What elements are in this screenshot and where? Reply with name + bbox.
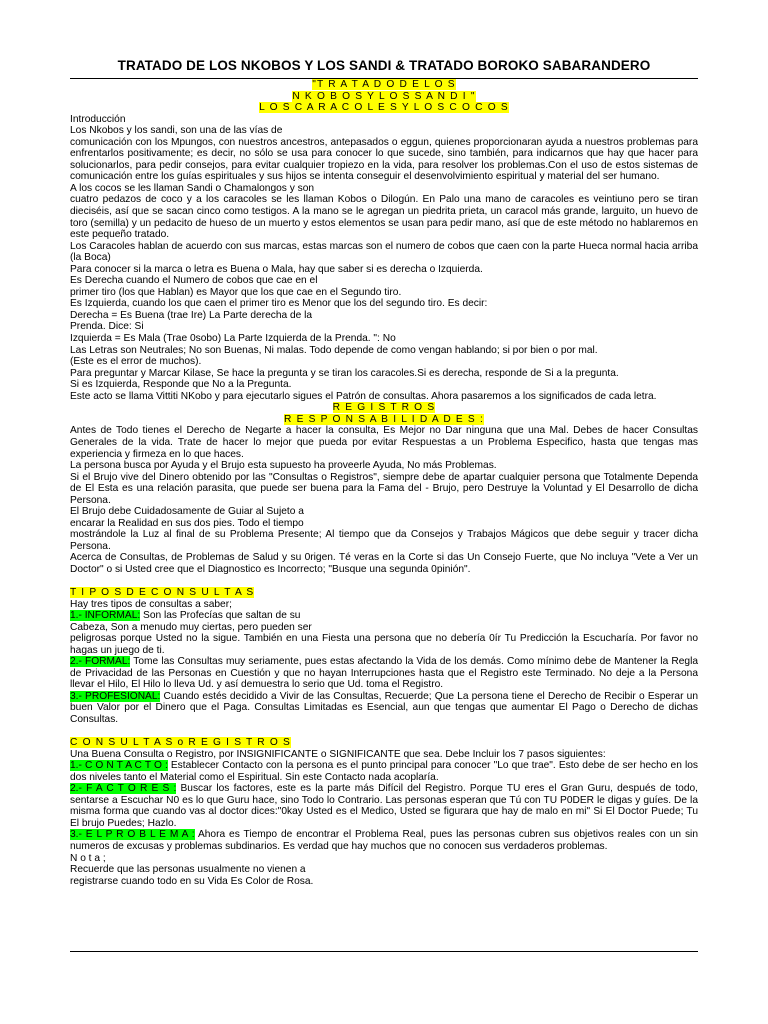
intro-paragraph: Es Derecha cuando el Numero de cobos que cae en el	[70, 275, 318, 287]
paso-factores-text: Buscar los factores, este es la parte más Difícil del Registro. Porque TU eres el Gran Guru, después de todo, sentarse a Escuchar N0 es lo que Guru hace, sino Todo lo Contrario. Las personas esperan que Tú con TU P0DER le digas y guíes. De la misma forma que cuando vas al doctor dices:"0kay Usted es el Medico, Usted se figurara que hay de malo en mi" Si El Doctor Puede; Tu El brujo Puedes; Hazlo.	[70, 783, 698, 829]
registros-paragraph: Antes de Todo tienes el Derecho de Negarte a hacer la consulta, Es Mejor no Dar ninguna que una Mal. Debes de hacer Consultas Generales de la vida. Trate de hacer lo mejor que pueda por evitar Respuestas a un Problema Especifico, hasta que tengas mas experiencia y firmeza en lo que haces.	[70, 425, 698, 460]
paso-contacto	[70, 760, 698, 783]
document-title: TRATADO DE LOS NKOBOS Y LOS SANDI & TRATADO BOROKO SABARANDERO	[117, 58, 651, 73]
registros-paragraph: mostrándole la Luz al final de su Problema Presente; Al tiempo que da Consejos y Trabajos Mágicos que debe seguir y tracer dicha Persona.	[70, 529, 698, 552]
consultas-intro: Una Buena Consulta o Registro, por INSIGNIFICANTE o SIGNIFICANTE que sea. Debe Incluir los 7 pasos siguientes:	[70, 748, 606, 760]
registros-paragraph: encarar la Realidad en sus dos pies. Todo el tiempo	[70, 517, 304, 529]
consultas-heading	[70, 737, 698, 749]
tipos-intro: Hay tres tipos de consultas a saber;	[70, 598, 232, 610]
nota-line: registrarse cuando todo en su Vida Es Color de Rosa.	[70, 875, 314, 887]
tipo-informal-line: peligrosas porque Usted no la sigue. También en una Fiesta una persona que no debería 0ír Tu Predicción la Escucharía. Por favor no hagas un juego de ti.	[70, 633, 698, 656]
registros-heading-line-2: R E S P O N S A B I L I D A D E S :	[284, 413, 484, 425]
paso-contacto-text: Establecer Contacto con la persona es el punto principal para conocer "Lo que trae". Esto debe de ser hecho en los dos niveles tanto el Material como el Espiritual. Sin este Contacto nada acoplaría.	[70, 760, 698, 783]
intro-paragraph: comunicación con los Mpungos, con nuestros ancestros, antepasados o eggun, quienes proporcionaran ayuda a nuestros problemas para enfrentarlos positivamente; es decir, no sólo se usa para conocer lo que sucede, sino también, para indicarnos que hay que hacer para solucionarlos, para pedir consejos, para evitar cualquier tropiezo en la vida, para resolver los problemas.Con el uso de estos sistemas de comunicación entre los guías espirituales y sus hijos se intenta conseguir el desenvolvimiento espiritual y material del ser humano.	[70, 136, 698, 183]
section-gap	[70, 576, 698, 588]
tipo-informal	[70, 610, 698, 622]
nota-label: N o t a ;	[70, 852, 106, 864]
registros-heading	[70, 402, 698, 425]
nota-line: Recuerde que las personas usualmente no vienen a	[70, 864, 306, 876]
paso-factores	[70, 783, 698, 829]
intro-paragraph: Para preguntar y Marcar Kilase, Se hace la pregunta y se tiran los caracoles.Si es derecha, responde de Si a la pregunta.	[70, 367, 619, 379]
document-body	[70, 79, 698, 887]
tipos-heading	[70, 587, 698, 599]
tipo-formal-label: 2.- FORMAL:	[70, 656, 131, 668]
registros-heading-line-1: R E G I S T R O S	[332, 402, 436, 414]
intro-paragraph: cuatro pedazos de coco y a los caracoles se les llaman Kobos o Dilogún. En Palo una mano de caracoles es veintiuno pero se tiran dieciséis, así que se sacan cinco como testigos. A la mano se le agregan un piedrita prieta, un caracol más grande, larguito, un huevo de toro (semilla) y un pedacito de hueso de un muerto y estos elementos se usan para pedir mano, así que de este método no hablaremos en este pequeño tratado.	[70, 194, 698, 241]
intro-paragraph: Derecha = Es Buena (trae Ire) La Parte derecha de la	[70, 309, 313, 321]
registros-paragraph: Acerca de Consultas, de Problemas de Salud y su 0rigen. Té veras en la Corte si das Un Consejo Fuerte, que No incluya "Vete a Ver un Doctor" o si Usted cree que el Diagnostico es Incorrecto; "Busque una segunda 0pinión".	[70, 552, 698, 575]
tipos-heading-text: T I P O S D E C O N S U L T A S	[70, 587, 255, 599]
paso-factores-label: 2.- F A C T O R E S :	[70, 783, 177, 795]
registros-paragraph: La persona busca por Ayuda y el Brujo esta supuesto ha proveerle Ayuda, No más Problemas.	[70, 460, 497, 472]
intro-heading: Introducción	[70, 113, 126, 125]
paso-problema-text: Ahora es Tiempo de encontrar el Problema Real, pues las personas cubren sus objetivos reales con un sin numeros de excusas y problemas subdinarios. Es verdad que hay muchos que no conocen sus verdaderos problemas.	[70, 829, 698, 852]
treatise-heading-line-3: L O S C A R A C O L E S Y L O S C O C O S	[259, 102, 509, 114]
intro-paragraph: Izquierda = Es Mala (Trae 0sobo) La Parte Izquierda de la Prenda. ": No	[70, 333, 396, 345]
intro-paragraph: Este acto se llama Vittiti NKobo y para ejecutarlo sigues el Patrón de consultas. Ahora pasaremos a los significados de cada letra.	[70, 390, 657, 402]
section-gap	[70, 726, 698, 738]
treatise-heading-line-1: "T R A T A D O D E L O S	[312, 79, 456, 90]
intro-paragraph: primer tiro (los que Hablan) es Mayor que los que cae en el Segundo tiro.	[70, 286, 402, 298]
treatise-heading	[70, 79, 698, 114]
intro-paragraph: Para conocer si la marca o letra es Buena o Mala, hay que saber si es derecha o Izquierda.	[70, 263, 483, 275]
intro-paragraph: Las Letras son Neutrales; No son Buenas, Ni malas. Todo depende de como vengan hablando; si por bien o por mal.	[70, 344, 598, 356]
tipo-formal	[70, 656, 698, 691]
tipo-profesional-label: 3.- PROFESIONAL:	[70, 690, 161, 702]
tipo-informal-text: Son las Profecías que saltan de su	[140, 610, 301, 622]
intro-paragraph: (Este es el error de muchos).	[70, 356, 202, 368]
intro-paragraph: Es Izquierda, cuando los que caen el primer tiro es Menor que los del segundo tiro. Es decir:	[70, 298, 488, 310]
tipo-formal-text: Tome las Consultas muy seriamente, pues estas afectando la Vida de los demás. Como mínimo debe de Mantener la Regla de Privacidad de las Personas en Cuestión y que no hayan Interrupciones hasta que el Registro este Terminado. No deje a la Persona llevar el Hilo, El Hilo lo lleva Ud. y así demuestra lo serio que Ud. toma el Registro.	[70, 656, 698, 691]
registros-paragraph: El Brujo debe Cuidadosamente de Guiar al Sujeto a	[70, 506, 304, 518]
footer-rule	[70, 951, 698, 952]
intro-paragraph: Si es Izquierda, Responde que No a la Pregunta.	[70, 379, 292, 391]
intro-paragraph: Los Nkobos y los sandi, son una de las vías de	[70, 125, 283, 137]
paso-problema	[70, 829, 698, 852]
tipo-profesional	[70, 691, 698, 726]
registros-paragraph: Si el Brujo vive del Dinero obtenido por las "Consultas o Registros", siempre debe de apartar cualquier persona que Totalmente Dependa de El Esta es una relación parasita, que puede ser buena para la Fama del - Brujo, pero Destruye la Voluntad y El Desarrollo de dicha Persona.	[70, 471, 698, 506]
intro-paragraph: Prenda. Dice: Si	[70, 321, 144, 333]
paso-problema-label: 3.- E L P R O B L E M A :	[70, 829, 195, 841]
intro-paragraph: A los cocos se les llaman Sandi o Chamalongos y son	[70, 182, 315, 194]
intro-paragraph: Los Caracoles hablan de acuerdo con sus marcas, estas marcas son el numero de cobos que caen con la parte Hueca normal hacia arriba (la Boca)	[70, 240, 698, 264]
consultas-heading-text: C O N S U L T A S o R E G I S T R O S	[70, 737, 292, 749]
tipo-informal-line: Cabeza, Son a menudo muy ciertas, pero pueden ser	[70, 621, 312, 633]
treatise-heading-line-2: N K O B O S Y L O S S A N D I "	[292, 90, 476, 102]
paso-contacto-label: 1.- C O N T A C T O :	[70, 760, 168, 772]
tipo-profesional-text: Cuando estés decidido a Vivir de las Consultas, Recuerde; Que La persona tiene el Derecho de Recibir o Esperar un buen Valor por el Dinero que el Paga. Consultas Limitadas es Esencial, aun que tengas que aumentar El Pago o Derecho de dichas Consultas.	[70, 690, 698, 726]
tipo-informal-label: 1.- INFORMAL:	[70, 610, 141, 622]
